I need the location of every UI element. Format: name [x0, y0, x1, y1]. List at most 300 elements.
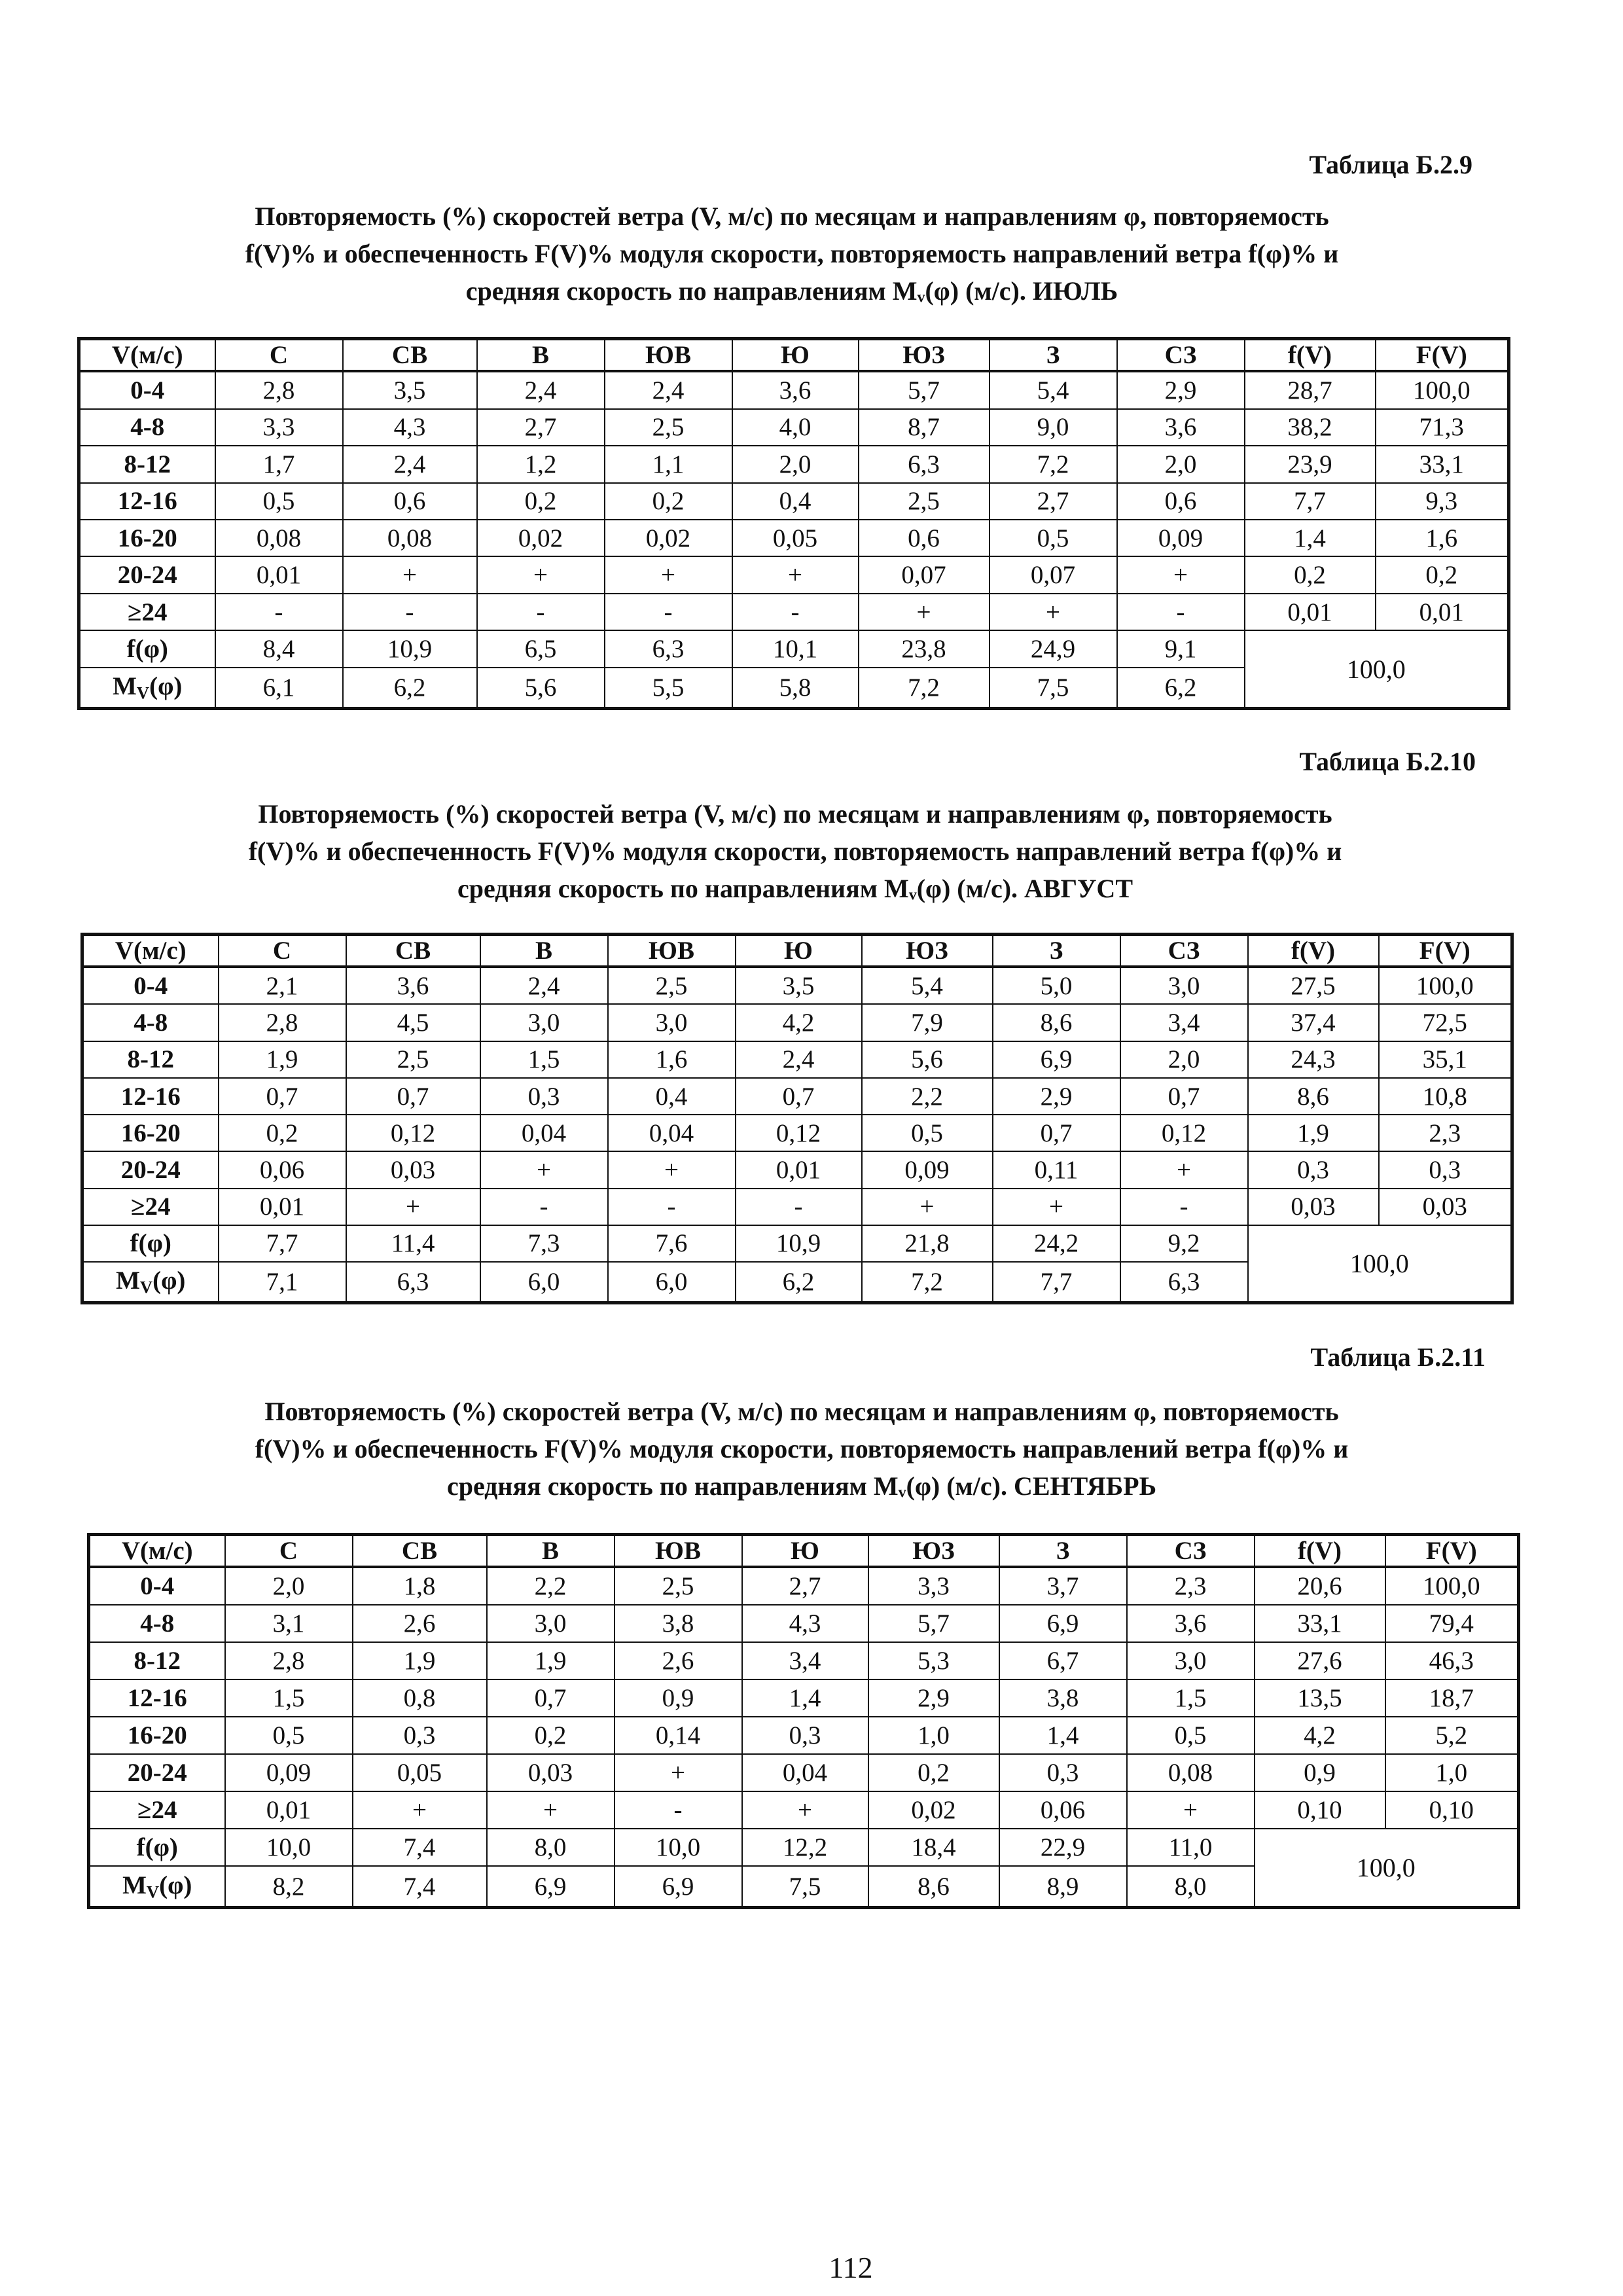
table-cell: 0,14 [615, 1717, 742, 1754]
header-row [89, 1535, 1519, 1568]
table-cell: 0,02 [477, 520, 605, 556]
column-header: С [225, 1535, 353, 1568]
direction-frequency-row [82, 1225, 1512, 1262]
column-header: Ю [742, 1535, 868, 1568]
table-cell: 0,03 [1379, 1189, 1512, 1225]
table-cell: 5,5 [605, 668, 732, 709]
table-cell: 0,06 [219, 1151, 346, 1188]
table-cell: 0,6 [343, 483, 477, 520]
table-cell: + [859, 594, 990, 630]
table-cell: 7,7 [993, 1262, 1120, 1302]
column-header: З [993, 935, 1120, 967]
table-cell: 0,11 [993, 1151, 1120, 1188]
table-cell: 38,2 [1245, 409, 1376, 446]
table-cell: 4,3 [742, 1605, 868, 1642]
column-header: V(м/с) [89, 1535, 225, 1568]
table-cell: + [990, 594, 1117, 630]
table-cell: 2,5 [608, 967, 736, 1004]
table-row [82, 1115, 1512, 1151]
column-header: Ю [736, 935, 862, 967]
column-header: СВ [343, 339, 477, 372]
table-cell: 0,05 [732, 520, 859, 556]
table-cell: 3,6 [346, 967, 480, 1004]
table-cell: 2,0 [1120, 1041, 1248, 1078]
table-cell: 0,7 [219, 1078, 346, 1115]
column-header: V(м/с) [82, 935, 219, 967]
column-header: СЗ [1120, 935, 1248, 967]
table-cell: 3,5 [343, 371, 477, 409]
table-cell: 1,9 [219, 1041, 346, 1078]
table-cell: - [736, 1189, 862, 1225]
table-cell: + [353, 1791, 487, 1829]
speed-range-label: 8-12 [79, 446, 215, 482]
table-cell: 0,5 [1127, 1717, 1255, 1754]
table-cell: 2,8 [225, 1642, 353, 1679]
direction-frequency-label: f(φ) [89, 1829, 225, 1866]
table-cell: 8,9 [999, 1866, 1127, 1907]
column-header: F(V) [1376, 339, 1509, 372]
table-cell: + [732, 556, 859, 593]
table-cell: 0,5 [215, 483, 343, 520]
table-cell: 37,4 [1248, 1004, 1379, 1041]
table-cell: 7,9 [862, 1004, 993, 1041]
table-cell: - [343, 594, 477, 630]
speed-range-label: 20-24 [89, 1754, 225, 1791]
table-cell: 8,6 [993, 1004, 1120, 1041]
table-cell: 3,4 [742, 1642, 868, 1679]
table-cell: 24,3 [1248, 1041, 1379, 1078]
header-row [79, 339, 1509, 372]
table-cell: 4,0 [732, 409, 859, 446]
table-cell: 8,6 [868, 1866, 999, 1907]
table-cell: - [732, 594, 859, 630]
table-cell: 2,8 [219, 1004, 346, 1041]
table-cell: 0,8 [353, 1679, 487, 1717]
table-row [79, 446, 1509, 482]
table-cell: 0,01 [1245, 594, 1376, 630]
table-cell: 2,5 [605, 409, 732, 446]
table-cell: 9,1 [1117, 630, 1245, 667]
table-cell: 1,4 [742, 1679, 868, 1717]
table-row [82, 1078, 1512, 1115]
table-cell: 0,5 [990, 520, 1117, 556]
speed-range-label: 8-12 [82, 1041, 219, 1078]
column-header: ЮВ [608, 935, 736, 967]
table-cell: 6,7 [999, 1642, 1127, 1679]
table-cell: 3,3 [215, 409, 343, 446]
table-cell: + [993, 1189, 1120, 1225]
table-cell: 100,0 [1385, 1567, 1519, 1605]
table-cell: 24,9 [990, 630, 1117, 667]
speed-range-label: 16-20 [89, 1717, 225, 1754]
table-cell: 0,3 [1379, 1151, 1512, 1188]
speed-range-label: ≥24 [79, 594, 215, 630]
table-cell: 4,2 [1255, 1717, 1385, 1754]
table-cell: 3,5 [736, 967, 862, 1004]
table-cell: 3,6 [1127, 1605, 1255, 1642]
table-cell: 0,01 [225, 1791, 353, 1829]
table-cell: 7,2 [859, 668, 990, 709]
table-cell: 21,8 [862, 1225, 993, 1262]
speed-range-label: 4-8 [79, 409, 215, 446]
table-cell: 0,12 [346, 1115, 480, 1151]
table-cell: 22,9 [999, 1829, 1127, 1866]
table-label: Таблица Б.2.10 [1299, 747, 1476, 776]
table-label: Таблица Б.2.11 [1310, 1342, 1486, 1372]
table-cell: 3,1 [225, 1605, 353, 1642]
table-cell: 0,03 [487, 1754, 615, 1791]
table-cell: 0,01 [736, 1151, 862, 1188]
table-cell: + [343, 556, 477, 593]
table-cell: 0,09 [1117, 520, 1245, 556]
table-row [79, 409, 1509, 446]
table-cell: 2,0 [1117, 446, 1245, 482]
table-cell: 27,5 [1248, 967, 1379, 1004]
table-cell: 7,7 [1245, 483, 1376, 520]
table-cell: 1,9 [1248, 1115, 1379, 1151]
table-cell: 6,0 [608, 1262, 736, 1302]
table-cell: 0,02 [868, 1791, 999, 1829]
table-row [89, 1754, 1519, 1791]
table-cell: 4,3 [343, 409, 477, 446]
page-number: 112 [829, 2251, 873, 2284]
table-cell: 5,2 [1385, 1717, 1519, 1754]
table-cell: + [346, 1189, 480, 1225]
table-cell: 6,2 [736, 1262, 862, 1302]
table-cell: 0,4 [732, 483, 859, 520]
table-cell: 4,5 [346, 1004, 480, 1041]
total-cell: 100,0 [1245, 630, 1509, 708]
table-cell: 0,01 [1376, 594, 1509, 630]
table-cell: 2,4 [477, 371, 605, 409]
table-cell: 4,2 [736, 1004, 862, 1041]
speed-range-label: 0-4 [82, 967, 219, 1004]
table-cell: 1,6 [1376, 520, 1509, 556]
table-cell: 1,8 [353, 1567, 487, 1605]
table-cell: - [605, 594, 732, 630]
table-cell: 3,3 [868, 1567, 999, 1605]
table-cell: 0,7 [1120, 1078, 1248, 1115]
table-row [82, 1189, 1512, 1225]
column-header: F(V) [1385, 1535, 1519, 1568]
table-cell: 24,2 [993, 1225, 1120, 1262]
table-cell: 0,2 [868, 1754, 999, 1791]
table-cell: 9,2 [1120, 1225, 1248, 1262]
column-header: ЮЗ [859, 339, 990, 372]
column-header: Ю [732, 339, 859, 372]
table-cell: + [862, 1189, 993, 1225]
table-cell: 5,6 [477, 668, 605, 709]
table-cell: 1,5 [1127, 1679, 1255, 1717]
speed-range-label: 16-20 [79, 520, 215, 556]
table-cell: - [1117, 594, 1245, 630]
table-cell: 0,2 [605, 483, 732, 520]
column-header: f(V) [1255, 1535, 1385, 1568]
table-cell: - [1120, 1189, 1248, 1225]
header-row [82, 935, 1512, 967]
table-cell: 2,4 [343, 446, 477, 482]
table-cell: 5,0 [993, 967, 1120, 1004]
table-cell: 20,6 [1255, 1567, 1385, 1605]
table-caption: Повторяемость (%) скоростей ветра (V, м/с) по месяцам и направлениям φ, повторяемость f(V)% и обеспеченность F(V)% модуля скорости, повторяемость направлений ветра f(φ)% и средняя скорость по направлениям Mᵥ(φ) (м/с). СЕНТЯБРЬ [255, 1397, 1349, 1501]
table-row [89, 1679, 1519, 1717]
speed-range-label: 4-8 [89, 1605, 225, 1642]
table-cell: 11,0 [1127, 1829, 1255, 1866]
table-cell: 18,7 [1385, 1679, 1519, 1717]
speed-range-label: 0-4 [89, 1567, 225, 1605]
table-cell: 0,03 [1248, 1189, 1379, 1225]
table-cell: 7,5 [990, 668, 1117, 709]
column-header: ЮВ [615, 1535, 742, 1568]
table-cell: 1,9 [353, 1642, 487, 1679]
table-cell: 100,0 [1379, 967, 1512, 1004]
table-cell: 13,5 [1255, 1679, 1385, 1717]
table-row [89, 1791, 1519, 1829]
table-cell: 7,4 [353, 1829, 487, 1866]
speed-range-label: 0-4 [79, 371, 215, 409]
table-cell: 6,9 [487, 1866, 615, 1907]
table-cell: 0,10 [1255, 1791, 1385, 1829]
table-cell: - [615, 1791, 742, 1829]
speed-range-label: 12-16 [82, 1078, 219, 1115]
column-header: СВ [346, 935, 480, 967]
table-cell: 28,7 [1245, 371, 1376, 409]
table-cell: + [1127, 1791, 1255, 1829]
table-cell: 6,3 [859, 446, 990, 482]
table-cell: 0,3 [742, 1717, 868, 1754]
table-cell: 5,3 [868, 1642, 999, 1679]
table-cell: 0,6 [1117, 483, 1245, 520]
table-cell: + [742, 1791, 868, 1829]
table-cell: 23,8 [859, 630, 990, 667]
speed-range-label: 4-8 [82, 1004, 219, 1041]
table-cell: 1,1 [605, 446, 732, 482]
table-cell: 33,1 [1376, 446, 1509, 482]
speed-range-label: ≥24 [89, 1791, 225, 1829]
table-cell: 0,04 [742, 1754, 868, 1791]
table-cell: 0,7 [346, 1078, 480, 1115]
table-cell: 0,6 [859, 520, 990, 556]
column-header: СЗ [1117, 339, 1245, 372]
table-cell: 0,03 [346, 1151, 480, 1188]
column-header: f(V) [1248, 935, 1379, 967]
table-cell: 8,2 [225, 1866, 353, 1907]
table-cell: 3,0 [480, 1004, 608, 1041]
table-cell: 0,9 [1255, 1754, 1385, 1791]
table-cell: 7,2 [990, 446, 1117, 482]
table-cell: 2,5 [859, 483, 990, 520]
table-cell: 5,7 [868, 1605, 999, 1642]
table-cell: 0,9 [615, 1679, 742, 1717]
table-cell: 3,4 [1120, 1004, 1248, 1041]
speed-range-label: 20-24 [82, 1151, 219, 1188]
table-cell: 3,0 [608, 1004, 736, 1041]
table-cell: 2,4 [480, 967, 608, 1004]
table-cell: 1,5 [225, 1679, 353, 1717]
table-cell: 0,4 [608, 1078, 736, 1115]
table-cell: 0,04 [480, 1115, 608, 1151]
table-cell: 6,3 [605, 630, 732, 667]
table-row [79, 594, 1509, 630]
table-cell: 2,6 [615, 1642, 742, 1679]
table-cell: 18,4 [868, 1829, 999, 1866]
table-cell: 8,0 [1127, 1866, 1255, 1907]
table-cell: 12,2 [742, 1829, 868, 1866]
table-cell: 0,08 [1127, 1754, 1255, 1791]
table-cell: 5,8 [732, 668, 859, 709]
table-cell: 0,2 [487, 1717, 615, 1754]
table-cell: 7,4 [353, 1866, 487, 1907]
table-cell: 2,9 [993, 1078, 1120, 1115]
table-cell: 1,0 [868, 1717, 999, 1754]
table-cell: 6,2 [1117, 668, 1245, 709]
table-cell: + [608, 1151, 736, 1188]
table-cell: 10,8 [1379, 1078, 1512, 1115]
table-cell: 2,4 [736, 1041, 862, 1078]
table-row [89, 1717, 1519, 1754]
total-cell: 100,0 [1255, 1829, 1519, 1907]
table-cell: - [215, 594, 343, 630]
table-cell: 0,07 [990, 556, 1117, 593]
table-cell: 1,6 [608, 1041, 736, 1078]
mean-speed-label: $M_V(\varphi)$ [89, 1866, 225, 1907]
table-row [79, 520, 1509, 556]
table-cell: 5,4 [862, 967, 993, 1004]
table-cell: 0,07 [859, 556, 990, 593]
table-cell: 6,3 [1120, 1262, 1248, 1302]
table-cell: 8,7 [859, 409, 990, 446]
table-cell: 0,7 [993, 1115, 1120, 1151]
column-header: З [999, 1535, 1127, 1568]
table-cell: 0,7 [736, 1078, 862, 1115]
table-cell: 10,9 [343, 630, 477, 667]
table-cell: 3,8 [999, 1679, 1127, 1717]
table-label: Таблица Б.2.9 [1309, 150, 1472, 179]
table-cell: 2,3 [1127, 1567, 1255, 1605]
table-cell: 3,6 [732, 371, 859, 409]
table-cell: + [477, 556, 605, 593]
table-cell: 6,9 [999, 1605, 1127, 1642]
table-cell: 10,0 [615, 1829, 742, 1866]
table-cell: 6,5 [477, 630, 605, 667]
table-cell: 0,02 [605, 520, 732, 556]
table-cell: 0,01 [219, 1189, 346, 1225]
table-cell: 2,5 [615, 1567, 742, 1605]
table-cell: 2,2 [487, 1567, 615, 1605]
table-row [79, 371, 1509, 409]
table-cell: 0,12 [1120, 1115, 1248, 1151]
speed-range-label: 20-24 [79, 556, 215, 593]
table-cell: 6,9 [615, 1866, 742, 1907]
column-header: С [219, 935, 346, 967]
table-cell: 3,8 [615, 1605, 742, 1642]
table-row [82, 967, 1512, 1004]
table-cell: 6,2 [343, 668, 477, 709]
table-cell: 10,9 [736, 1225, 862, 1262]
table-cell: 1,4 [999, 1717, 1127, 1754]
speed-range-label: 12-16 [89, 1679, 225, 1717]
table-cell: 0,08 [343, 520, 477, 556]
table-cell: 0,2 [1376, 556, 1509, 593]
column-header: ЮЗ [862, 935, 993, 967]
table-cell: 0,3 [999, 1754, 1127, 1791]
column-header: V(м/с) [79, 339, 215, 372]
table-cell: 33,1 [1255, 1605, 1385, 1642]
table-cell: 0,12 [736, 1115, 862, 1151]
column-header: С [215, 339, 343, 372]
direction-frequency-label: f(φ) [79, 630, 215, 667]
table-row [82, 1041, 1512, 1078]
table-cell: 6,3 [346, 1262, 480, 1302]
column-header: В [487, 1535, 615, 1568]
wind-table [87, 1533, 1520, 1909]
table-cell: 8,4 [215, 630, 343, 667]
table-cell: 46,3 [1385, 1642, 1519, 1679]
table-cell: 6,9 [993, 1041, 1120, 1078]
table-cell: - [608, 1189, 736, 1225]
table-cell: 5,4 [990, 371, 1117, 409]
table-cell: 6,0 [480, 1262, 608, 1302]
column-header: ЮВ [605, 339, 732, 372]
table-cell: + [605, 556, 732, 593]
table-cell: 5,6 [862, 1041, 993, 1078]
table-row [79, 483, 1509, 520]
direction-frequency-row [79, 630, 1509, 667]
table-cell: + [1117, 556, 1245, 593]
table-cell: 2,1 [219, 967, 346, 1004]
speed-range-label: 16-20 [82, 1115, 219, 1151]
table-row [89, 1605, 1519, 1642]
table-row [89, 1567, 1519, 1605]
table-cell: 2,5 [346, 1041, 480, 1078]
table-row [79, 556, 1509, 593]
table-cell: 2,8 [215, 371, 343, 409]
table-cell: 1,4 [1245, 520, 1376, 556]
table-cell: 9,3 [1376, 483, 1509, 520]
table-cell: 3,0 [1127, 1642, 1255, 1679]
table-cell: 7,1 [219, 1262, 346, 1302]
table-cell: 6,1 [215, 668, 343, 709]
table-cell: 72,5 [1379, 1004, 1512, 1041]
table-cell: + [480, 1151, 608, 1188]
table-cell: 2,6 [353, 1605, 487, 1642]
table-cell: 0,2 [219, 1115, 346, 1151]
table-cell: 8,0 [487, 1829, 615, 1866]
total-cell: 100,0 [1248, 1225, 1512, 1303]
column-header: ЮЗ [868, 1535, 999, 1568]
column-header: f(V) [1245, 339, 1376, 372]
table-cell: 10,1 [732, 630, 859, 667]
table-cell: 0,04 [608, 1115, 736, 1151]
table-cell: 0,01 [215, 556, 343, 593]
table-cell: 3,0 [487, 1605, 615, 1642]
wind-table [80, 933, 1514, 1304]
table-cell: 100,0 [1376, 371, 1509, 409]
table-cell: 2,9 [868, 1679, 999, 1717]
table-row [89, 1642, 1519, 1679]
table-cell: 0,5 [225, 1717, 353, 1754]
table-row [82, 1004, 1512, 1041]
table-cell: 1,7 [215, 446, 343, 482]
table-cell: 2,9 [1117, 371, 1245, 409]
table-cell: 7,7 [219, 1225, 346, 1262]
table-cell: 0,3 [1248, 1151, 1379, 1188]
table-cell: 0,10 [1385, 1791, 1519, 1829]
mean-speed-label: $M_V(\varphi)$ [79, 668, 215, 709]
mean-speed-label: $M_V(\varphi)$ [82, 1262, 219, 1302]
column-header: В [477, 339, 605, 372]
table-cell: 1,2 [477, 446, 605, 482]
